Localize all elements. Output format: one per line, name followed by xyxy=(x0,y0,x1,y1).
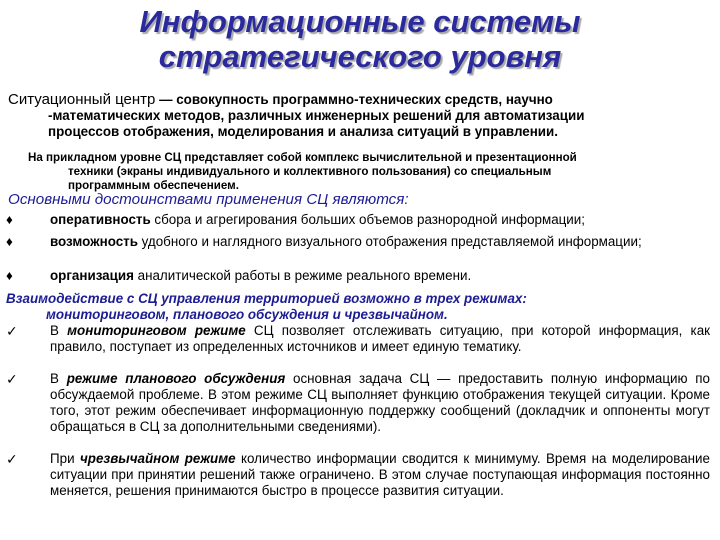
modes-heading-line-2: мониторинговом, планового обсуждения и чрезвычайном. xyxy=(46,307,448,322)
diamond-bullet-icon: ♦ xyxy=(6,212,13,227)
applied-line-3: программным обеспечением. xyxy=(68,179,239,192)
advantages-heading: Основными достоинствами применения СЦ являются: xyxy=(8,191,409,208)
title-line-2: стратегического уровня xyxy=(158,39,562,74)
slide-title xyxy=(0,4,720,74)
mode-text: СЦ позволяет отслеживать ситуацию, при которой информация, как правило, поступает из определенных источников и имеет единую тематику. xyxy=(50,323,711,354)
definition-line-2: -математических методов, различных инженерных решений для автоматизации xyxy=(48,108,585,123)
mode-term: режиме планового обсуждения xyxy=(66,371,286,386)
mode-item xyxy=(6,371,710,435)
title-line-1: Информационные системы xyxy=(139,4,581,39)
modes-heading xyxy=(6,291,712,323)
advantage-text: сбора и агрегирования больших объемов разнородной информации; xyxy=(150,212,585,227)
mode-term: чрезвычайном режиме xyxy=(79,451,236,466)
mode-item xyxy=(6,451,710,499)
advantage-item xyxy=(6,268,710,284)
modes-heading-line-1: Взаимодействие с СЦ управления территорией возможно в трех режимах: xyxy=(6,291,527,306)
advantage-item xyxy=(6,234,710,250)
mode-prefix: В xyxy=(50,323,68,338)
advantage-term: организация xyxy=(50,268,134,283)
applied-line-1: На прикладном уровне СЦ представляет собой комплекс вычислительной и презентационной xyxy=(28,151,577,164)
mode-prefix: При xyxy=(50,451,80,466)
mode-item xyxy=(6,323,710,355)
mode-term: мониторинговом режиме xyxy=(67,323,246,338)
mode-text: количество информации сводится к минимуму. Время на моделирование ситуации при принятии решений также ограничено. В этом случае поступающая информация постоянно меняется, решения принимаются быстро в процессе развития ситуации. xyxy=(50,451,710,498)
applied-line-2: техники (экраны индивидуального и коллективного пользования) со специальным xyxy=(68,165,552,178)
definition-term: Ситуационный центр xyxy=(8,91,156,108)
advantage-text: аналитической работы в режиме реального времени. xyxy=(133,268,472,283)
definition-line-1: — совокупность программно-технических средств, научно xyxy=(155,92,553,107)
diamond-bullet-icon: ♦ xyxy=(6,234,13,249)
mode-prefix: В xyxy=(50,371,67,386)
advantage-term: возможность xyxy=(50,234,138,249)
checkmark-bullet-icon: ✓ xyxy=(6,371,18,387)
diamond-bullet-icon: ♦ xyxy=(6,268,13,283)
definition-paragraph xyxy=(8,92,716,140)
advantage-text: удобного и наглядного визуального отображения представляемой информации; xyxy=(137,234,642,249)
checkmark-bullet-icon: ✓ xyxy=(6,451,18,467)
mode-text: основная задача СЦ — предоставить полную информацию по обсуждаемой проблеме. В этом режиме СЦ выполняет функцию отображения текущей ситуации. Кроме того, этот режим обеспечивает информационную поддержку сообщений (докладчик и оппоненты могут обращаться в СЦ за дополнительными сведениями). xyxy=(50,371,710,434)
definition-line-3: процессов отображения, моделирования и анализа ситуаций в управлении. xyxy=(48,124,558,139)
advantage-term: оперативность xyxy=(50,212,151,227)
applied-level-paragraph xyxy=(28,151,718,193)
advantage-item xyxy=(6,212,710,228)
checkmark-bullet-icon: ✓ xyxy=(6,323,18,339)
